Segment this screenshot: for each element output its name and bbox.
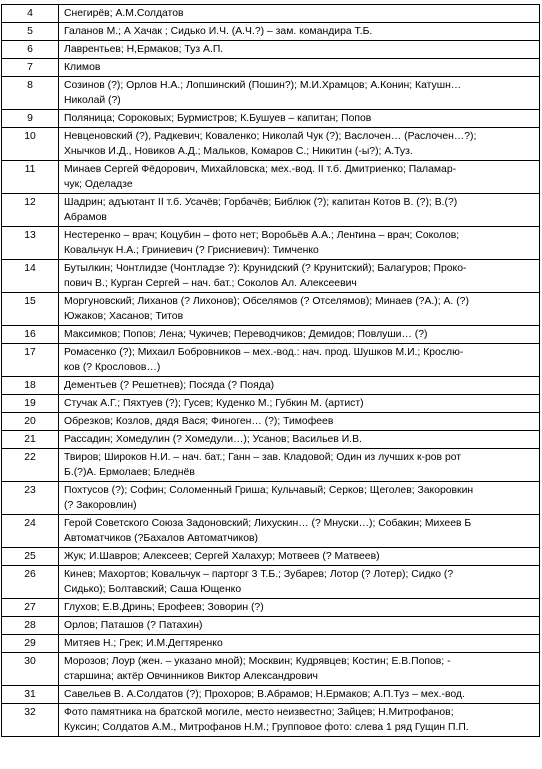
row-names-line: Сидько); Болтавский; Саша Ющенко xyxy=(64,584,242,595)
row-names-line: Поляница; Сороковых; Бурмистров; К.Бушуев – капитан; Попов xyxy=(64,113,372,124)
row-names-line: Климов xyxy=(64,62,101,73)
table-row xyxy=(2,617,540,635)
row-names-line: Митяев Н.; Грек; И.М.Дегтяренко xyxy=(64,638,223,649)
row-names-cell xyxy=(59,59,540,77)
row-names-line: Николай (?) xyxy=(64,95,121,106)
row-number: 5 xyxy=(2,23,59,41)
row-names-cell xyxy=(59,227,540,260)
row-number: 6 xyxy=(2,41,59,59)
row-names-cell xyxy=(59,110,540,128)
row-number: 28 xyxy=(2,617,59,635)
row-names-line: Герой Советского Союза Задоновский; Лихускин… (? Мнуски…); Собакин; Михеев Б xyxy=(64,518,472,529)
row-names-line: Дементьев (? Решетнев); Посяда (? Пояда) xyxy=(64,380,275,391)
table-row xyxy=(2,548,540,566)
row-names-line: Лаврентьев; Н,Ермаков; Туз А.П. xyxy=(64,44,224,55)
table-row xyxy=(2,413,540,431)
row-names-line: чук; Оделадзе xyxy=(64,179,133,190)
row-names-line: ков (? Крословов…) xyxy=(64,362,161,373)
table-row xyxy=(2,260,540,293)
row-names-line: Бутылкин; Чонтлидзе (Чонтладзе ?): Крунидский (? Крунитский); Балагуров; Проко- xyxy=(64,263,467,274)
row-number: 19 xyxy=(2,395,59,413)
table-row xyxy=(2,293,540,326)
table-row xyxy=(2,77,540,110)
row-number: 14 xyxy=(2,260,59,293)
row-names-cell xyxy=(59,449,540,482)
row-number: 21 xyxy=(2,431,59,449)
row-names-cell xyxy=(59,653,540,686)
row-number: 11 xyxy=(2,161,59,194)
row-names-cell xyxy=(59,326,540,344)
row-names-line: Хнычков И.Д., Новиков А.Д.; Мальков, Комаров С.; Никитин (-ы?); А.Туз. xyxy=(64,146,413,157)
row-names-cell xyxy=(59,635,540,653)
table-row xyxy=(2,5,540,23)
row-number: 9 xyxy=(2,110,59,128)
table-row xyxy=(2,128,540,161)
row-number: 16 xyxy=(2,326,59,344)
row-number: 23 xyxy=(2,482,59,515)
row-number: 8 xyxy=(2,77,59,110)
row-number: 4 xyxy=(2,5,59,23)
row-names-cell xyxy=(59,515,540,548)
names-table xyxy=(1,4,540,737)
row-names-cell xyxy=(59,194,540,227)
row-names-line: Абрамов xyxy=(64,212,107,223)
names-table-body xyxy=(2,5,540,737)
row-names-line: Снегирёв; А.М.Солдатов xyxy=(64,8,184,19)
table-row xyxy=(2,227,540,260)
table-row xyxy=(2,194,540,227)
row-names-cell xyxy=(59,395,540,413)
row-names-line: пович В.; Курган Сергей – нач. бат.; Соколов Ал. Алексеевич xyxy=(64,278,357,289)
row-names-line: Моргуновский; Лиханов (? Лихонов); Обселямов (? Отселямов); Минаев (?А.); А. (?) xyxy=(64,296,469,307)
row-names-line: Минаев Сергей Фёдорович, Михайловска; мех.-вод. II т.б. Дмитриенко; Паламар- xyxy=(64,164,457,175)
row-names-line: Морозов; Лоур (жен. – указано мной); Москвин; Кудрявцев; Костин; Е.В.Попов; - xyxy=(64,656,451,667)
row-names-cell xyxy=(59,344,540,377)
row-names-cell xyxy=(59,617,540,635)
table-row xyxy=(2,59,540,77)
row-number: 7 xyxy=(2,59,59,77)
row-names-line: Нестеренко – врач; Коцубин – фото нет; Воробьёв А.А.; Ленזина – врач; Соколов; xyxy=(64,230,460,241)
row-names-cell xyxy=(59,260,540,293)
row-names-cell xyxy=(59,431,540,449)
row-names-cell xyxy=(59,704,540,737)
row-names-cell xyxy=(59,41,540,59)
row-names-line: старшина; актёр Овчинников Виктор Александрович xyxy=(64,671,318,682)
row-number: 20 xyxy=(2,413,59,431)
table-row xyxy=(2,704,540,737)
row-names-line: Б.(?)А. Ермолаев; Бледнёв xyxy=(64,467,195,478)
row-names-line: (? Закоровлин) xyxy=(64,500,137,511)
row-names-line: Куксин; Солдатов А.М., Митрофанов Н.М.; Групповое фото: слева 1 ряд Гущин П.П. xyxy=(64,722,469,733)
row-names-cell xyxy=(59,413,540,431)
table-row xyxy=(2,326,540,344)
row-number: 32 xyxy=(2,704,59,737)
row-names-line: Жук; И.Шавров; Алексеев; Сергей Халахур; Мотвеев (? Матвеев) xyxy=(64,551,380,562)
row-names-line: Созинов (?); Орлов Н.А.; Лопшинский (Пошин?); М.И.Храмцов; А.Конин; Катушн… xyxy=(64,80,462,91)
row-number: 10 xyxy=(2,128,59,161)
row-names-cell xyxy=(59,566,540,599)
table-row xyxy=(2,41,540,59)
row-names-line: Ромасенко (?); Михаил Бобровников – мех.-вод.: нач. прод. Шушков М.И.; Крослю- xyxy=(64,347,464,358)
table-row xyxy=(2,23,540,41)
row-names-line: Орлов; Паташов (? Патахин) xyxy=(64,620,203,631)
table-row xyxy=(2,482,540,515)
row-names-cell xyxy=(59,377,540,395)
row-names-cell xyxy=(59,293,540,326)
row-number: 17 xyxy=(2,344,59,377)
row-names-line: Глухов; Е.В.Дринь; Ерофеев; Зоворин (?) xyxy=(64,602,264,613)
table-row xyxy=(2,635,540,653)
row-names-line: Кинев; Махортов; Ковальчук – парторг 3 Т.Б.; Зубарев; Лотор (? Лотер); Сидко (? xyxy=(64,569,454,580)
row-names-line: Твиров; Широков Н.И. – нач. бат.; Ганн – зав. Кладовой; Один из лучших к-ров рот xyxy=(64,452,462,463)
row-names-cell xyxy=(59,161,540,194)
row-names-cell xyxy=(59,548,540,566)
row-number: 27 xyxy=(2,599,59,617)
row-number: 12 xyxy=(2,194,59,227)
table-row xyxy=(2,377,540,395)
row-names-line: Ковальчук Н.А.; Гриниевич (? Грисниевич): Тимченко xyxy=(64,245,319,256)
row-names-line: Автоматчиков (?Бахалов Автоматчиков) xyxy=(64,533,258,544)
row-number: 24 xyxy=(2,515,59,548)
row-names-cell xyxy=(59,5,540,23)
table-row xyxy=(2,344,540,377)
row-names-line: Шадрин; адъютант II т.б. Усачёв; Горбачёв; Библюк (?); капитан Котов В. (?); В.(?) xyxy=(64,197,458,208)
row-names-line: Галанов М.; А Хачак ; Сидько И.Ч. (А.Ч.?) – зам. командира Т.Б. xyxy=(64,26,373,37)
row-names-cell xyxy=(59,77,540,110)
table-row xyxy=(2,395,540,413)
row-names-line: Обрезков; Козлов, дядя Вася; Финоген… (?); Тимофеев xyxy=(64,416,334,427)
table-row xyxy=(2,686,540,704)
table-row xyxy=(2,653,540,686)
table-row xyxy=(2,566,540,599)
row-number: 25 xyxy=(2,548,59,566)
row-names-line: Савельев В. А.Солдатов (?); Прохоров; В.Абрамов; Н.Ермаков; А.П.Туз – мех.-вод. xyxy=(64,689,465,700)
table-row xyxy=(2,449,540,482)
row-names-cell xyxy=(59,23,540,41)
row-names-line: Похтусов (?); Софин; Соломенный Гриша; Кульчавый; Серков; Щеголев; Закоровкин xyxy=(64,485,474,496)
row-names-line: Фото памятника на братской могиле, место неизвестно; Зайцев; Н.Митрофанов; xyxy=(64,707,454,718)
row-number: 29 xyxy=(2,635,59,653)
row-names-cell xyxy=(59,128,540,161)
row-names-line: Максимков; Попов; Лена; Чукичев; Переводчиков; Демидов; Повлуши… (?) xyxy=(64,329,428,340)
table-row xyxy=(2,599,540,617)
table-row xyxy=(2,431,540,449)
table-row xyxy=(2,515,540,548)
row-number: 30 xyxy=(2,653,59,686)
row-number: 26 xyxy=(2,566,59,599)
row-names-line: Рассадин; Хомедулин (? Хомедули…); Усанов; Васильев И.В. xyxy=(64,434,362,445)
row-number: 18 xyxy=(2,377,59,395)
row-number: 31 xyxy=(2,686,59,704)
table-row xyxy=(2,110,540,128)
row-names-cell xyxy=(59,482,540,515)
row-number: 22 xyxy=(2,449,59,482)
row-names-line: Южаков; Хасанов; Титов xyxy=(64,311,184,322)
row-names-line: Стучак А.Г.; Пяхтуев (?); Гусев; Куденко М.; Губкин М. (артист) xyxy=(64,398,364,409)
table-row xyxy=(2,161,540,194)
row-names-cell xyxy=(59,599,540,617)
row-number: 13 xyxy=(2,227,59,260)
row-names-cell xyxy=(59,686,540,704)
row-number: 15 xyxy=(2,293,59,326)
row-names-line: Невценовский (?), Радкевич; Коваленко; Николай Чук (?); Васлочен… (Раслочен…?); xyxy=(64,131,477,142)
